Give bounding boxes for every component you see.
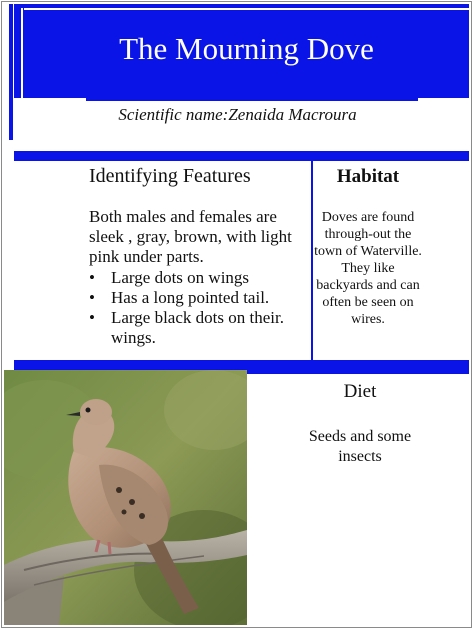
features-intro: Both males and females are sleek , gray, brown, with light pink under parts. [89, 207, 292, 266]
features-heading: Identifying Features [89, 165, 251, 187]
habitat-heading: Habitat [336, 166, 400, 187]
scientific-name: Scientific name:Zenaida Macroura [118, 105, 357, 124]
habitat-text: Doves are found through-out the town of Waterville. They like backyards and can often be seen on wires. [314, 210, 422, 327]
list-item [89, 268, 309, 288]
diet-text: Seeds and some insects [308, 428, 412, 465]
bullet-icon: • [89, 268, 95, 287]
list-item [89, 288, 309, 308]
diet-heading: Diet [343, 381, 377, 402]
mourning-dove-photo [4, 370, 247, 625]
divider-band-top [14, 151, 469, 161]
bullet-icon: • [89, 288, 95, 307]
title-banner-top-line [24, 8, 469, 10]
title-underline [86, 98, 418, 101]
list-item [89, 308, 309, 348]
page-title: The Mourning Dove [119, 31, 374, 66]
list-item-text: Large dots on wings [111, 268, 250, 287]
bullet-icon: • [89, 308, 95, 327]
list-item-text: Large black dots on their. wings. [111, 308, 284, 347]
list-item-text: Has a long pointed tail. [111, 288, 270, 307]
title-banner-inner-line [21, 8, 23, 98]
features-list [89, 268, 309, 348]
